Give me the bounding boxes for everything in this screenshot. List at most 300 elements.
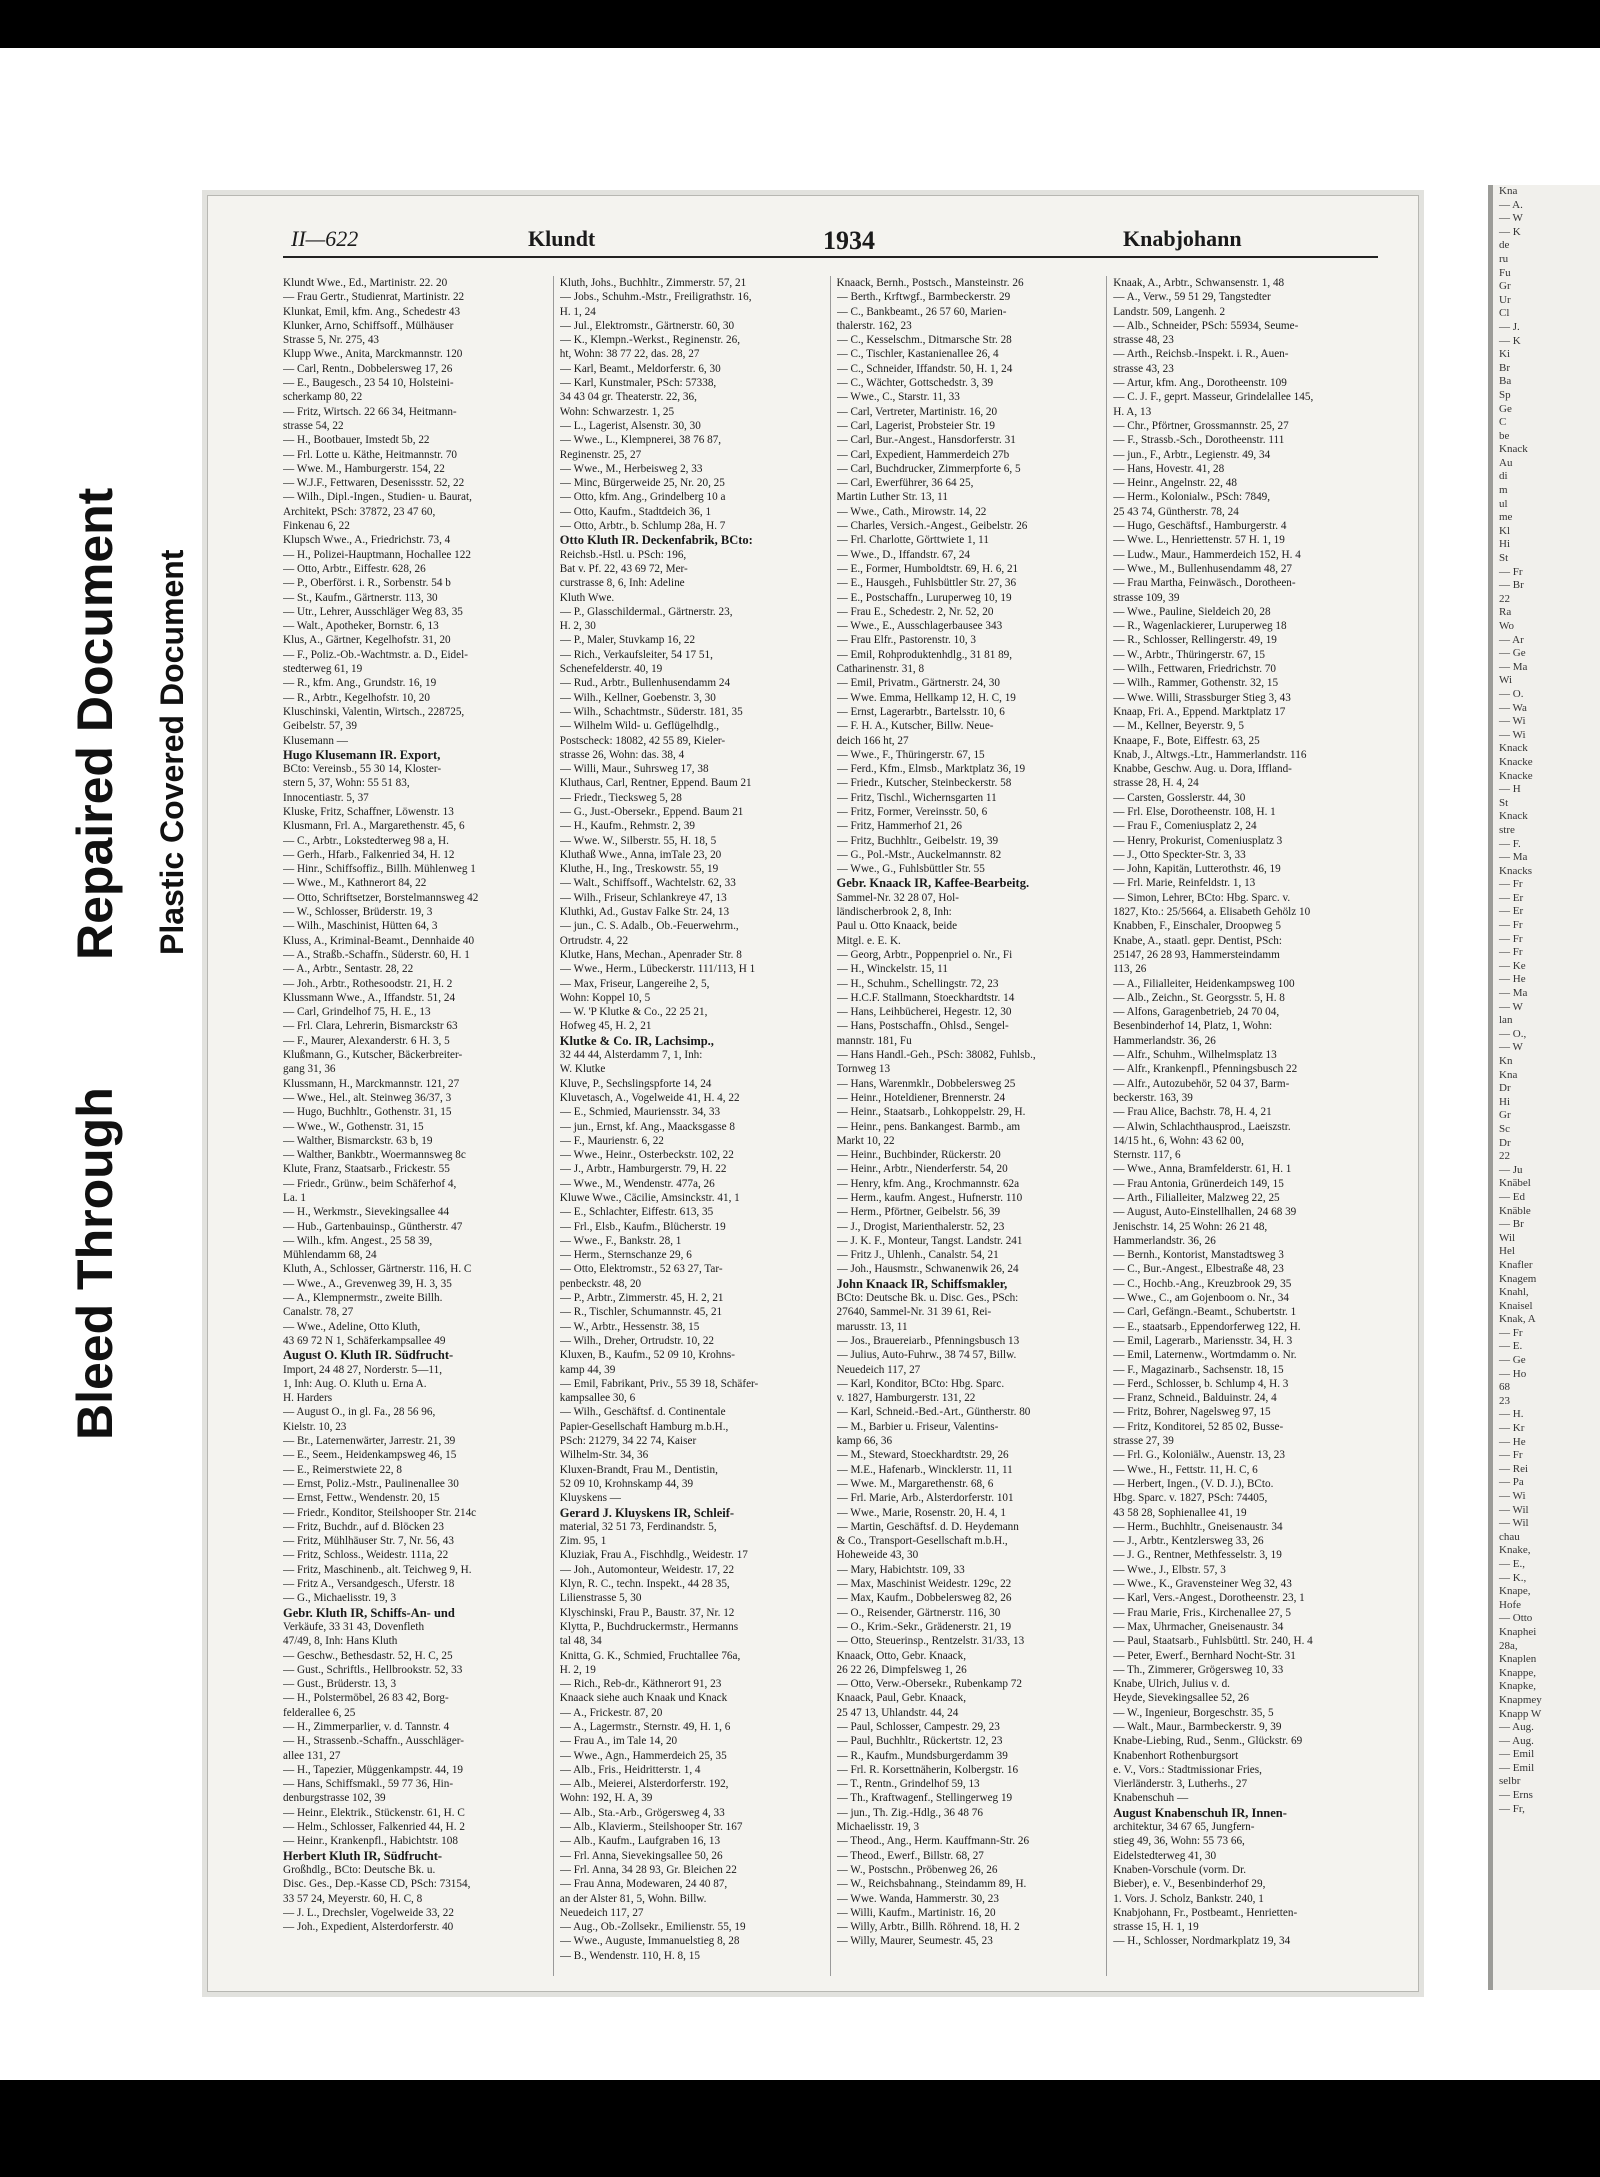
adjacent-page-line: — Wa: [1499, 701, 1527, 714]
directory-entry-line: Klusemann —: [283, 734, 348, 747]
directory-entry-line: — F., Strassb.-Sch., Dorotheenstr. 111: [1113, 434, 1285, 447]
directory-entry-line: Klußmann, G., Kutscher, Bäckerbreiter-: [283, 1049, 463, 1062]
directory-entry-line: Kluske, Fritz, Schaffner, Löwenstr. 13: [283, 805, 454, 818]
directory-entry-line: Kluss, A., Kriminal-Beamt., Dennhaide 40: [283, 934, 475, 947]
directory-entry-line: — Herm., Buchhltr., Gneisenaustr. 34: [1113, 1520, 1283, 1533]
directory-entry-line: — A., Arbtr., Sentastr. 28, 22: [283, 963, 414, 976]
adjacent-page-line: Ba: [1499, 375, 1512, 388]
directory-entry-line: Jenischstr. 14, 25 Wohn: 26 21 48,: [1113, 1220, 1268, 1233]
directory-entry-line: — A., Filialleiter, Heidenkampsweg 100: [1113, 977, 1295, 990]
directory-entry-line: — Aug., Ob.-Zollsekr., Emilienstr. 55, 19: [559, 1921, 746, 1934]
adjacent-page-line: — He: [1499, 1435, 1526, 1448]
directory-entry-line: — Minc, Bürgerweide 25, Nr. 20, 25: [559, 477, 725, 490]
directory-entry-line: — Wwe., F., Thüringerstr. 67, 15: [836, 748, 985, 761]
adjacent-page-line: — Fr: [1499, 932, 1523, 945]
directory-entry-line: — Otto, Steuerinsp., Rentzelstr. 31/33, 13: [836, 1635, 1025, 1648]
directory-entry-line: Klute, Franz, Staatsarb., Frickestr. 55: [283, 1163, 450, 1176]
directory-entry-line: — Carl, Gefängn.-Beamt., Schubertstr. 1: [1113, 1306, 1297, 1319]
adjacent-page-line: Knacke: [1499, 769, 1533, 782]
directory-entry-line: 25 43 74, Güntherstr. 78, 24: [1113, 505, 1239, 518]
adjacent-page-line: Knäbel: [1499, 1177, 1531, 1190]
directory-entry-line: — Carl, Buchdrucker, Zimmerpforte 6, 5: [836, 462, 1021, 475]
directory-entry-line: — Willy, Maurer, Seumestr. 45, 23: [836, 1935, 993, 1948]
directory-entry-line: — A., Frickestr. 87, 20: [559, 1706, 663, 1719]
directory-entry-line: — Frau A., im Tale 14, 20: [559, 1735, 678, 1748]
directory-entry-line: Vierländerstr. 3, Lutherhs., 27: [1113, 1778, 1248, 1791]
directory-entry-line: — Willi, Kaufm., Martinistr. 16, 20: [836, 1906, 996, 1919]
directory-entry-line: tal 48, 34: [559, 1635, 602, 1648]
directory-entry-line: Klusmann, Frl. A., Margarethenstr. 45, 6: [283, 820, 465, 833]
adjacent-page-line: — Aug.: [1499, 1734, 1534, 1747]
directory-entry-line: — Heinr., Hoteldiener, Brennerstr. 24: [836, 1091, 1006, 1104]
directory-entry-line: — Alfr., Schuhm., Wilhelmsplatz 13: [1113, 1049, 1277, 1062]
bleed-through-label: Bleed Through: [67, 1087, 123, 1440]
directory-entry-line: — Fritz, Mühlhäuser Str. 7, Nr. 56, 43: [283, 1535, 454, 1548]
directory-entry-line: Heyde, Sievekingsallee 52, 26: [1113, 1692, 1250, 1705]
directory-entry-line: — Wwe., Heinr., Osterbeckstr. 102, 22: [559, 1149, 734, 1162]
directory-entry-line: La. 1: [283, 1192, 306, 1204]
directory-entry-line: — August O., in gl. Fa., 28 56 96,: [283, 1406, 436, 1419]
directory-entry-line: — Joh., Expedient, Alsterdorferstr. 40: [283, 1921, 454, 1934]
directory-entry-line: H. 2, 19: [559, 1663, 596, 1676]
directory-entry-line: Reichsb.-Hstl. u. PSch: 196,: [559, 548, 687, 561]
directory-entry-line: — E., staatsarb., Eppendorferweg 122, H.: [1113, 1320, 1301, 1333]
directory-entry-line: — jun., Ernst, kf. Ang., Maacksgasse 8: [559, 1120, 735, 1133]
directory-entry-line: — J. K. F., Monteur, Tangst. Landstr. 241: [836, 1234, 1023, 1247]
page-number: II—622: [291, 226, 359, 251]
adjacent-page-line: — Fr: [1499, 878, 1523, 891]
adjacent-page-line: — Ke: [1499, 959, 1526, 972]
adjacent-page-line: Knapmey: [1499, 1693, 1542, 1706]
directory-entry-line: — Friedr., Konditor, Steilshooper Str. 214c: [283, 1506, 477, 1519]
directory-entry-line: — R., kfm. Ang., Grundstr. 16, 19: [283, 677, 437, 690]
plastic-covered-label: Plastic Covered Document: [154, 549, 190, 955]
directory-entry-line: strasse 15, H. 1, 19: [1113, 1921, 1199, 1934]
directory-entry-line: 27640, Sammel-Nr. 31 39 61, Rei-: [836, 1306, 992, 1319]
adjacent-page-line: — Aug.: [1499, 1721, 1534, 1734]
directory-entry-line: — Frau Marie, Fris., Kirchenallee 27, 5: [1113, 1606, 1291, 1619]
adjacent-page-line: — Fr: [1499, 1449, 1523, 1462]
directory-entry-line: — Wilh., Kellner, Goebenstr. 3, 30: [559, 691, 716, 704]
directory-entry-line: — Joh., Hausmstr., Schwanenwik 26, 24: [836, 1263, 1019, 1276]
directory-entry-line: Hammerlandstr. 36, 26: [1113, 1034, 1216, 1047]
directory-entry-line: — Gust., Brüderstr. 13, 3: [283, 1678, 397, 1691]
directory-entry-line: — C., Arbtr., Lokstedterweg 98 a, H.: [283, 834, 449, 847]
adjacent-page-line: Au: [1499, 456, 1513, 469]
directory-entry-line: — Karl, Beamt., Meldorferstr. 6, 30: [559, 362, 721, 375]
directory-entry-line: H. A, 13: [1113, 405, 1152, 418]
directory-entry-line: — Rich., Verkaufsleiter, 54 17 51,: [559, 648, 713, 661]
directory-entry-line: — H., Tapezier, Müggenkampstr. 44, 19: [283, 1763, 464, 1776]
adjacent-page-line: Br: [1499, 361, 1510, 374]
directory-entry-line: allee 131, 27: [283, 1749, 341, 1762]
directory-entry-line: — Max, Uhrmacher, Gneisenaustr. 34: [1113, 1620, 1284, 1633]
directory-entry-line: — A., Klempnermstr., zweite Billh.: [283, 1292, 443, 1305]
directory-entry-line: — A., Verw., 59 51 29, Tangstedter: [1113, 291, 1271, 304]
header-year: 1934: [823, 226, 875, 255]
adjacent-page-line: di: [1499, 470, 1508, 483]
directory-entry-line: — Herm., kaufm. Angest., Hufnerstr. 110: [836, 1192, 1023, 1204]
adjacent-page-line: — Ho: [1499, 1367, 1527, 1380]
adjacent-page-line: de: [1499, 239, 1510, 252]
directory-entry-line: Zim. 95, 1: [559, 1535, 607, 1548]
directory-entry-line: — Alb., Schneider, PSch: 55934, Seume-: [1113, 319, 1299, 332]
directory-entry-line: — J., Drogist, Marienthalerstr. 52, 23: [836, 1220, 1005, 1233]
adjacent-page-line: Knack: [1499, 810, 1528, 823]
directory-entry-line: Sammel-Nr. 32 28 07, Hol-: [836, 891, 959, 904]
directory-entry-line: Gebr. Kluth IR, Schiffs-An- und: [283, 1605, 455, 1620]
directory-entry-line: Gerard J. Kluyskens IR, Schleif-: [559, 1505, 735, 1520]
directory-entry-line: stieg 49, 36, Wohn: 55 73 66,: [1113, 1835, 1245, 1848]
adjacent-page-line: St: [1499, 552, 1509, 565]
directory-entry-line: — Alb., Fris., Heidritterstr. 1, 4: [559, 1763, 701, 1776]
directory-entry-line: — Jul., Elektromstr., Gärtnerstr. 60, 30: [559, 319, 735, 332]
directory-entry-line: — Chr., Pförtner, Grossmannstr. 25, 27: [1113, 419, 1289, 432]
directory-entry-line: — Bernh., Kontorist, Manstadtsweg 3: [1113, 1249, 1284, 1262]
directory-entry-line: — Joh., Arbtr., Rothesoodstr. 21, H. 2: [283, 977, 453, 990]
adjacent-page-line: Knack: [1499, 742, 1528, 755]
directory-entry-line: — R., Schlosser, Rellingerstr. 49, 19: [1113, 634, 1277, 647]
directory-entry-line: Markt 10, 22: [836, 1134, 895, 1147]
directory-entry-line: — Theod., Ewerf., Billstr. 68, 27: [836, 1849, 984, 1862]
directory-entry-line: — Wilh., Dreher, Ortrudstr. 10, 22: [559, 1334, 715, 1347]
directory-entry-line: Knabe, Ulrich, Julius v. d.: [1113, 1678, 1230, 1691]
directory-entry-line: — Friedr., Kutscher, Steinbeckerstr. 58: [836, 777, 1012, 790]
directory-entry-line: Klytta, P., Buchdruckermstr., Hermanns: [559, 1620, 739, 1633]
directory-entry-line: — H., Winckelstr. 15, 11: [836, 963, 948, 976]
directory-entry-line: Knaack, Paul, Gebr. Knaack,: [836, 1692, 967, 1705]
directory-entry-line: — W., Ingenieur, Borgeschstr. 35, 5: [1113, 1706, 1274, 1719]
directory-entry-line: — Frl., Elsb., Kaufm., Blücherstr. 19: [559, 1220, 726, 1233]
adjacent-page-line: — Ge: [1499, 647, 1526, 660]
adjacent-page-line: Knagem: [1499, 1272, 1537, 1285]
adjacent-page-line: — H.: [1499, 1408, 1524, 1421]
adjacent-page-line: St: [1499, 796, 1509, 809]
directory-entry-line: marusstr. 13, 11: [836, 1320, 908, 1333]
directory-entry-line: Klussmann, H., Marckmannstr. 121, 27: [283, 1077, 460, 1090]
adjacent-page-line: — Wi: [1499, 715, 1526, 728]
directory-entry-line: — Frau F., Comeniusplatz 2, 24: [1113, 820, 1257, 833]
directory-entry-line: Kluthki, Ad., Gustav Falke Str. 24, 13: [559, 906, 730, 919]
directory-entry-line: — Paul, Staatsarb., Fuhlsbüttl. Str. 240, H. 4: [1113, 1635, 1313, 1648]
directory-entry-line: Knaack siehe auch Knaak und Knack: [559, 1692, 728, 1705]
adjacent-page-line: Wo: [1499, 620, 1515, 632]
directory-entry-line: — Frau Gertr., Studienrat, Martinistr. 22: [283, 291, 465, 304]
directory-entry-line: — Ernst, Poliz.-Mstr., Paulinenallee 30: [283, 1477, 459, 1490]
directory-entry-line: — Geschw., Bethesdastr. 52, H. C, 25: [283, 1649, 453, 1662]
adjacent-page-line: — Wil: [1499, 1503, 1529, 1516]
adjacent-page-line: Ge: [1499, 402, 1512, 415]
directory-entry-line: — Ernst, Fettw., Wendenstr. 20, 15: [283, 1492, 440, 1505]
directory-entry-line: — Karl, Konditor, BCto: Hbg. Sparc.: [836, 1377, 1005, 1390]
directory-entry-line: Klunker, Arno, Schiffsoff., Mülhäuser: [283, 319, 454, 332]
directory-entry-line: — Emil, Fabrikant, Priv., 55 39 18, Schäfer-: [559, 1377, 759, 1390]
directory-entry-line: Wohn: Schwarzestr. 1, 25: [559, 405, 675, 418]
directory-entry-line: — Fritz, Konditorei, 52 85 02, Busse-: [1113, 1420, 1284, 1433]
directory-entry-line: Klyschinski, Frau P., Baustr. 37, Nr. 12: [559, 1606, 735, 1619]
directory-entry-line: — O., Krim.-Sekr., Grädenerstr. 21, 19: [836, 1620, 1012, 1633]
directory-entry-line: — Joh., Automonteur, Weidestr. 17, 22: [559, 1563, 735, 1576]
column-1: [283, 276, 554, 1976]
adjacent-page-line: 28a,: [1499, 1639, 1518, 1652]
directory-entry-line: Knitta, G. K., Schmied, Fruchtallee 76a,: [559, 1649, 741, 1662]
directory-entry-line: — E., Reimerstwiete 22, 8: [283, 1463, 402, 1476]
directory-entry-line: Finkenau 6, 22: [283, 520, 350, 533]
directory-entry-line: Schenefelderstr. 40, 19: [559, 663, 663, 676]
directory-entry-line: — Wwe., M., Kathnerort 84, 22: [283, 877, 427, 890]
directory-entry-line: Innocentiastr. 5, 37: [283, 791, 369, 804]
directory-entry-line: Knaape, F., Bote, Eiffestr. 63, 25: [1113, 734, 1260, 747]
directory-entry-line: — Otto, Schriftsetzer, Borstelmannsweg 42: [283, 891, 479, 904]
adjacent-page-line: — Emil: [1499, 1748, 1535, 1761]
directory-entry-line: — Alwin, Schlachthausprod., Laeiszstr.: [1113, 1120, 1291, 1133]
directory-entry-line: — Wilhelm Wild- u. Geflügelhdlg.,: [559, 720, 720, 733]
directory-entry-line: — Fritz, Former, Vereinsstr. 50, 6: [836, 805, 988, 818]
directory-entry-line: — Heinr., Staatsarb., Lohkoppelstr. 29, H.: [836, 1106, 1026, 1119]
directory-entry-line: Großhdlg., BCto: Deutsche Bk. u.: [283, 1863, 436, 1876]
adjacent-page-line: — E.: [1499, 1340, 1523, 1353]
directory-entry-line: — Frau Anna, Modewaren, 24 40 87,: [559, 1878, 728, 1891]
directory-entry-line: — Otto, Elektromstr., 52 63 27, Tar-: [559, 1263, 723, 1276]
directory-entry-line: — Alb., Kaufm., Laufgraben 16, 13: [559, 1835, 721, 1848]
adjacent-page-line: — K: [1499, 225, 1521, 238]
directory-entry-line: — H., Bootbauer, Imstedt 5b, 22: [283, 434, 430, 447]
directory-entry-line: — Emil, Privatm., Gärtnerstr. 24, 30: [836, 677, 1000, 690]
adjacent-page-line: Knake,: [1499, 1544, 1531, 1557]
adjacent-page-line: 23: [1499, 1394, 1510, 1407]
adjacent-page-line: — F.: [1499, 837, 1521, 850]
directory-entry-line: Knaack, Bernh., Postsch., Mansteinstr. 26: [836, 277, 1024, 289]
directory-entry-line: an der Alster 81, 5, Wohn. Billw.: [559, 1892, 707, 1905]
adjacent-page-line: be: [1499, 429, 1510, 442]
adjacent-page-line: — Emil: [1499, 1761, 1535, 1774]
adjacent-page-line: — Fr: [1499, 565, 1523, 578]
directory-entry-line: — Frl. Lotte u. Käthe, Heitmannstr. 70: [283, 448, 458, 461]
directory-entry-line: — Simon, Lehrer, BCto: Hbg. Sparc. v.: [1113, 891, 1291, 904]
directory-entry-line: — Karl, Vers.-Angest., Dorotheenstr. 23, 1: [1113, 1592, 1305, 1605]
directory-entry-line: Knabben, F., Einschaler, Droopweg 5: [1113, 920, 1281, 933]
directory-entry-line: Kluyskens —: [559, 1492, 621, 1505]
directory-entry-line: 1. Vors. J. Scholz, Bankstr. 240, 1: [1113, 1892, 1264, 1905]
directory-entry-line: — Walt., Maur., Barmbeckerstr. 9, 39: [1113, 1720, 1282, 1733]
directory-entry-line: — W., Schlosser, Brüderstr. 19, 3: [283, 906, 433, 919]
directory-entry-line: Hammerlandstr. 36, 26: [1113, 1234, 1216, 1247]
directory-entry-line: — Hugo, Geschäftsf., Hamburgerstr. 4: [1113, 520, 1287, 533]
directory-entry-line: — Fritz, Buchdr., auf d. Blöcken 23: [283, 1520, 444, 1533]
directory-entry-line: — August, Auto-Einstellhallen, 24 68 39: [1113, 1206, 1297, 1219]
directory-entry-line: Knaap, Fri. A., Eppend. Marktplatz 17: [1113, 705, 1286, 718]
directory-entry-line: Kluxen, B., Kaufm., 52 09 10, Krohns-: [559, 1349, 736, 1362]
adjacent-page-line: — Ma: [1499, 987, 1528, 1000]
directory-entry-line: Kluxen-Brandt, Frau M., Dentistin,: [559, 1463, 718, 1476]
directory-entry-line: — Alb., Sta.-Arb., Grögersweg 4, 33: [559, 1806, 725, 1819]
directory-entry-line: — Emil, Rohproduktenhdlg., 31 81 89,: [836, 648, 1013, 661]
directory-entry-line: Knabe, A., staatl. gepr. Dentist, PSch:: [1113, 934, 1282, 947]
directory-entry-line: Knabenhort Rothenburgsort: [1113, 1749, 1239, 1762]
directory-entry-line: Bieber), e. V., Besenbinderhof 29,: [1113, 1878, 1266, 1891]
adjacent-page-line: — Fr: [1499, 946, 1523, 959]
directory-entry-line: Mitgl. e. E. K.: [836, 934, 901, 947]
directory-entry-line: Verkäufe, 33 31 43, Dovenfleth: [283, 1620, 425, 1633]
directory-entry-line: — Fritz, Tischl., Wichernsgarten 11: [836, 791, 997, 804]
directory-entry-line: — Alfr., Autozubehör, 52 04 37, Barm-: [1113, 1077, 1290, 1090]
adjacent-page-line: Hi: [1499, 1095, 1510, 1108]
directory-entry-line: Hbg. Sparc. v. 1827, PSch: 74405,: [1113, 1492, 1268, 1505]
directory-entry-line: — Fritz A., Versandgesch., Uferstr. 18: [283, 1578, 455, 1591]
directory-entry-line: — Frl. Anna, 34 28 93, Gr. Bleichen 22: [559, 1863, 737, 1876]
directory-entry-line: — Alb., Klavierm., Steilshooper Str. 167: [559, 1821, 743, 1834]
directory-entry-line: Lilienstrasse 5, 30: [559, 1592, 642, 1605]
directory-entry-line: — Hans, Leihbücherei, Hegestr. 12, 30: [836, 1006, 1012, 1019]
directory-entry-line: Canalstr. 78, 27: [283, 1306, 354, 1319]
directory-entry-line: — Wwe., Adeline, Otto Kluth,: [283, 1320, 421, 1333]
directory-entry-line: deich 166 ht, 27: [836, 734, 909, 747]
directory-entry-line: — Wwe. M., Hamburgerstr. 154, 22: [283, 462, 445, 475]
directory-entry-line: — Wwe. Emma, Hellkamp 12, H. C, 19: [836, 691, 1016, 704]
scanner-border-bottom: [0, 2080, 1600, 2177]
directory-entry-line: Klupsch Wwe., A., Friedrichstr. 73, 4: [283, 534, 451, 547]
directory-entry-line: — Wilh., Geschäftsf. d. Continentale: [559, 1406, 726, 1419]
directory-entry-line: Klupp Wwe., Anita, Marckmannstr. 120: [283, 348, 463, 361]
directory-entry-line: — Walther, Bankbtr., Woermannsweg 8c: [283, 1149, 466, 1162]
directory-entry-line: — Peter, Ewerf., Bernhard Nocht-Str. 31: [1113, 1649, 1296, 1662]
directory-entry-line: — Jobs., Schuhm.-Mstr., Freiligrathstr. 16,: [559, 291, 752, 304]
directory-entry-line: — Helm., Schlosser, Falkenried 44, H. 2: [283, 1821, 465, 1834]
directory-entry-line: Bat v. Pf. 22, 43 69 72, Mer-: [559, 562, 688, 575]
directory-entry-line: Ortrudstr. 4, 22: [559, 934, 629, 947]
directory-page: [207, 195, 1419, 1992]
directory-entry-line: — Wwe., H., Fettstr. 11, H. C, 6: [1113, 1463, 1258, 1476]
directory-entry-line: Klundt Wwe., Ed., Martinistr. 22. 20: [283, 277, 448, 289]
directory-entry-line: Eidelstedterweg 41, 30: [1113, 1849, 1217, 1862]
directory-entry-line: — Alfons, Garagenbetrieb, 24 70 04,: [1113, 1006, 1280, 1019]
directory-entry-line: — Frl. Else, Dorotheenstr. 108, H. 1: [1113, 805, 1276, 818]
directory-entry-line: Landstr. 509, Langenh. 2: [1113, 305, 1226, 318]
adjacent-page-line: 22: [1499, 592, 1510, 605]
adjacent-page-line: lan: [1499, 1014, 1513, 1027]
directory-entry-line: Klutke, Hans, Mechan., Apenrader Str. 8: [559, 948, 742, 961]
directory-entry-line: — Walt., Schiffsoff., Wachtelstr. 62, 33: [559, 877, 736, 890]
directory-entry-line: Wohn: Koppel 10, 5: [559, 991, 651, 1004]
directory-entry-line: — M., Steward, Stoeckhardtstr. 29, 26: [836, 1449, 1009, 1462]
adjacent-page-line: Ki: [1499, 348, 1510, 361]
directory-entry-line: — Julius, Auto-Fuhrw., 38 74 57, Billw.: [836, 1349, 1017, 1362]
directory-entry-line: strasse 109, 39: [1113, 591, 1180, 604]
directory-entry-line: — E., Seem., Heidenkampsweg 46, 15: [283, 1449, 457, 1462]
adjacent-page-line: — O.: [1499, 687, 1524, 700]
adjacent-page-line: Dr: [1499, 1082, 1511, 1095]
directory-entry-line: — jun., F., Arbtr., Legienstr. 49, 34: [1113, 448, 1271, 461]
directory-entry-line: Knabbe, Geschw. Aug. u. Dora, Iffland-: [1113, 763, 1292, 776]
directory-entry-line: — Herm., Pförtner, Geibelstr. 56, 39: [836, 1206, 1001, 1219]
directory-entry-line: strasse 27, 39: [1113, 1435, 1174, 1448]
directory-entry-line: — F., Maurer, Alexanderstr. 6 H. 3, 5: [283, 1034, 450, 1047]
directory-entry-line: — Frl. Marie, Reinfeldstr. 1, 13: [1113, 877, 1256, 890]
directory-entry-line: Kluthe, H., Ing., Treskowstr. 55, 19: [559, 863, 719, 876]
adjacent-page-line: Knappe,: [1499, 1666, 1536, 1679]
directory-entry-line: — Carl, Expedient, Hammerdeich 27b: [836, 448, 1010, 461]
adjacent-page-line: C: [1499, 416, 1507, 429]
directory-entry-line: — Gust., Schriftls., Hellbrookstr. 52, 33: [283, 1663, 463, 1676]
directory-entry-line: — Willi, Maur., Suhrsweg 17, 38: [559, 763, 709, 776]
directory-entry-line: — Wwe., Agn., Hammerdeich 25, 35: [559, 1749, 727, 1762]
directory-entry-line: — H., Polizei-Hauptmann, Hochallee 122: [283, 548, 471, 561]
directory-entry-line: Knabjohann, Fr., Postbeamt., Henrietten-: [1113, 1906, 1298, 1919]
directory-entry-line: Hofweg 45, H. 2, 21: [559, 1020, 652, 1033]
directory-entry-line: — Frau Elfr., Pastorenstr. 10, 3: [836, 634, 977, 647]
directory-entry-line: — K., Klempn.-Werkst., Reginenstr. 26,: [559, 334, 740, 347]
adjacent-page-line: selbr: [1499, 1775, 1521, 1788]
directory-entry-line: — M., Kellner, Beyerstr. 9, 5: [1113, 720, 1244, 733]
directory-entry-line: — Ferd., Schlosser, b. Schlump 4, H. 3: [1113, 1377, 1289, 1390]
directory-entry-line: — Frl. R. Korsettnäherin, Kolbergstr. 16: [836, 1763, 1019, 1776]
column-2: [560, 276, 831, 1976]
directory-entry-line: — Carl, Vertreter, Martinistr. 16, 20: [836, 405, 998, 418]
directory-entry-line: — Fritz, Hammerhof 21, 26: [836, 820, 963, 833]
adjacent-page-line: — Ge: [1499, 1354, 1526, 1367]
directory-entry-line: Tornweg 13: [836, 1063, 891, 1076]
directory-entry-line: — Frau Martha, Feinwäsch., Dorotheen-: [1113, 577, 1296, 590]
directory-entry-line: — Berth., Krftwgf., Barmbeckerstr. 29: [836, 291, 1011, 304]
directory-entry-line: — Carl, Rentn., Dobbelersweg 17, 26: [283, 362, 453, 375]
adjacent-page-line: — Wi: [1499, 1490, 1526, 1502]
directory-entry-line: Papier-Gesellschaft Hamburg m.b.H.,: [559, 1420, 729, 1433]
directory-entry-line: — Wilh., Schachtmstr., Süderstr. 181, 35: [559, 705, 743, 718]
adjacent-page-line: Gr: [1499, 280, 1511, 293]
directory-entry-line: — Alb., Zeichn., St. Georgsstr. 5, H. 8: [1113, 991, 1285, 1004]
directory-entry-line: 34 43 04 gr. Theaterstr. 22, 36,: [559, 391, 697, 404]
directory-entry-line: e. V., Vors.: Stadtmissionar Fries,: [1113, 1763, 1262, 1776]
directory-entry-line: Klussmann Wwe., A., Iffandstr. 51, 24: [283, 991, 456, 1004]
directory-entry-line: 1827, Kto.: 25/5664, a. Elisabeth Gehölz 10: [1113, 906, 1311, 919]
directory-entry-line: BCto: Deutsche Bk. u. Disc. Ges., PSch:: [836, 1292, 1019, 1305]
directory-entry-line: denburgstrasse 102, 39: [283, 1792, 386, 1805]
directory-entry-line: — Alfr., Krankenpfl., Pfenningsbusch 22: [1113, 1063, 1298, 1076]
directory-entry-line: — E., Schmied, Mauriensstr. 34, 33: [559, 1106, 721, 1119]
column-3: [837, 276, 1108, 1976]
directory-entry-line: — W., Arbtr., Thüringerstr. 67, 15: [1113, 648, 1266, 661]
directory-entry-line: — Wwe., E., Ausschlagerbausee 343: [836, 620, 1003, 633]
directory-entry-line: — H., Polstermöbel, 26 83 42, Borg-: [283, 1692, 449, 1705]
adjacent-page-line: Knaisel: [1499, 1299, 1533, 1312]
directory-entry-line: — Frau Antonia, Grünerdeich 149, 15: [1113, 1177, 1284, 1190]
directory-entry-line: Kluthaus, Carl, Rentner, Eppend. Baum 21: [559, 777, 752, 790]
directory-entry-line: 32 44 44, Alsterdamm 7, 1, Inh:: [559, 1049, 703, 1062]
directory-entry-line: — C., Kesselschm., Ditmarsche Str. 28: [836, 334, 1012, 347]
directory-entry-line: — Martin, Geschäftsf. d. D. Heydemann: [836, 1520, 1019, 1533]
directory-entry-line: thalerstr. 162, 23: [836, 319, 912, 332]
directory-entry-line: 26 22 26, Dimpfelsweg 1, 26: [836, 1663, 967, 1676]
directory-entry-line: Neuedeich 117, 27: [559, 1906, 644, 1919]
directory-entry-line: — P., Maler, Stuvkamp 16, 22: [559, 634, 696, 647]
directory-entry-line: — Wilh., Fettwaren, Friedrichstr. 70: [1113, 663, 1277, 676]
directory-entry-line: strasse 26, Wohn: das. 38, 4: [559, 748, 685, 761]
directory-entry-line: — Wwe., C., Starstr. 11, 33: [836, 391, 960, 404]
directory-entry-line: — Frl. Marie, Arb., Alsterdorferstr. 101: [836, 1492, 1014, 1505]
directory-entry-line: — B., Wendenstr. 110, H. 8, 15: [559, 1949, 700, 1962]
directory-entry-line: — Arth., Filialleiter, Malzweg 22, 25: [1113, 1192, 1280, 1204]
adjacent-page-line: stre: [1499, 823, 1515, 836]
directory-entry-line: — Hans, Postschaffn., Ohlsd., Sengel-: [836, 1020, 1009, 1033]
directory-entry-line: — Otto, Arbtr., Eiffestr. 628, 26: [283, 562, 426, 575]
directory-entry-line: — C., Hochb.-Ang., Kreuzbrook 29, 35: [1113, 1277, 1292, 1290]
directory-entry-line: — M.E., Hafenarb., Wincklerstr. 11, 11: [836, 1463, 1013, 1476]
adjacent-page-line: Knacke: [1499, 755, 1533, 768]
directory-entry-line: — C. J. F., geprt. Masseur, Grindelallee 145,: [1113, 391, 1314, 404]
adjacent-page-line: Hofe: [1499, 1598, 1521, 1611]
directory-entry-line: Disc. Ges., Dep.-Kasse CD, PSch: 73154,: [283, 1878, 471, 1891]
directory-entry-line: — Wwe., F., Bankstr. 28, 1: [559, 1234, 682, 1247]
